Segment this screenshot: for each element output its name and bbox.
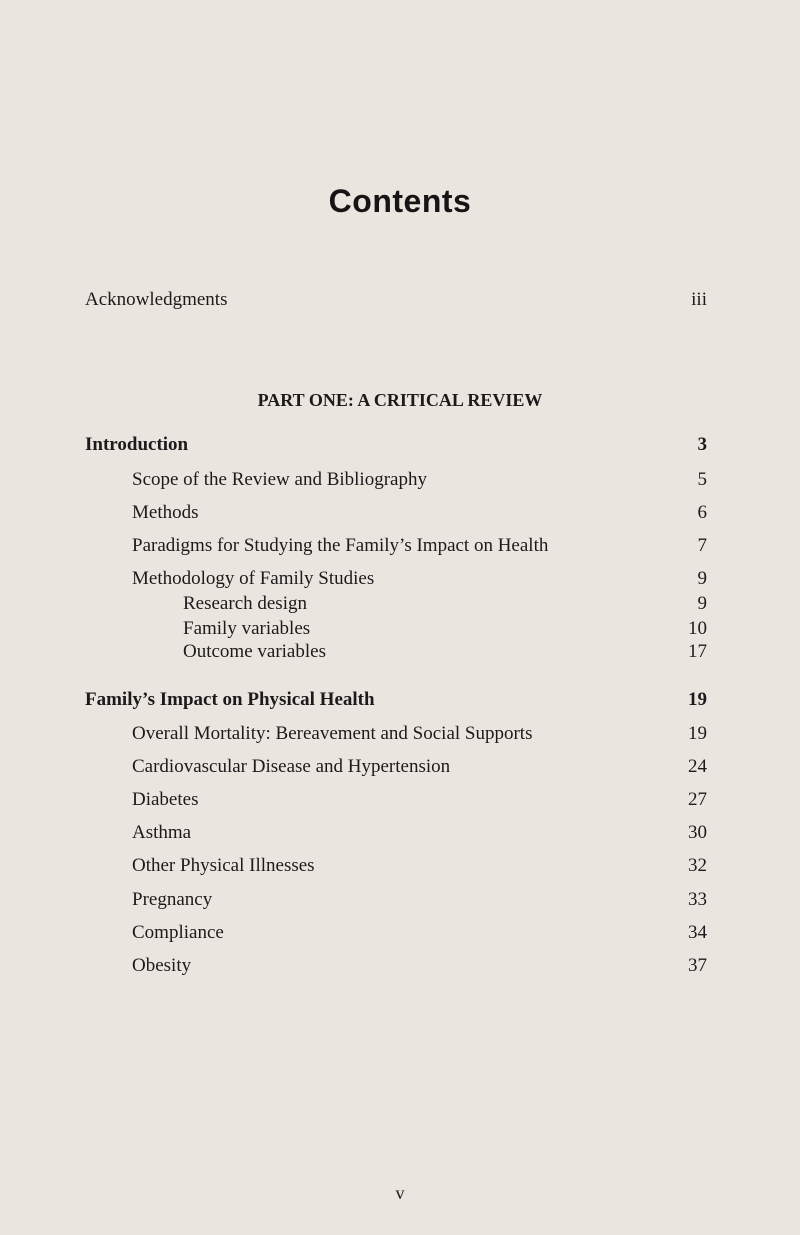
- toc-entry-label: Other Physical Illnesses: [132, 855, 315, 876]
- toc-entry-page: 10: [688, 618, 707, 639]
- toc-entry-page: 27: [688, 789, 707, 810]
- toc-entry-label: Research design: [183, 593, 307, 614]
- toc-entry-page: iii: [691, 289, 707, 310]
- toc-entry-label: Obesity: [132, 955, 192, 976]
- toc-entry-label: Asthma: [132, 822, 192, 843]
- toc-entry[interactable]: [0, 431, 800, 459]
- page-number: v: [395, 1183, 405, 1203]
- toc-entry-label: Introduction: [85, 434, 189, 455]
- toc-entry[interactable]: [0, 919, 800, 947]
- toc-entry[interactable]: [0, 819, 800, 847]
- toc-entry-page: 24: [688, 756, 707, 777]
- toc-entry-page: 19: [688, 723, 707, 744]
- toc-entry-page: 6: [697, 502, 707, 523]
- toc-entry-label: Outcome variables: [183, 641, 326, 662]
- toc-entry-page: 9: [697, 568, 707, 589]
- toc-entry[interactable]: [0, 638, 800, 666]
- toc-entry[interactable]: [0, 786, 800, 814]
- toc-entry-label: Family variables: [183, 618, 311, 639]
- toc-entry[interactable]: [0, 499, 800, 527]
- toc-entry-label: Methods: [132, 502, 199, 523]
- toc-entry[interactable]: [0, 686, 800, 714]
- toc-entry-label: Family’s Impact on Physical Health: [85, 689, 375, 710]
- toc-entry-page: 3: [697, 434, 707, 455]
- toc-entry-page: 17: [688, 641, 707, 662]
- toc-entry[interactable]: [0, 466, 800, 494]
- toc-entry[interactable]: [0, 886, 800, 914]
- toc-entry-label: Compliance: [132, 922, 224, 943]
- toc-entry[interactable]: [0, 753, 800, 781]
- part-heading: PART ONE: A CRITICAL REVIEW: [257, 390, 543, 410]
- toc-entry-page: 32: [688, 855, 707, 876]
- page-title: Contents: [328, 183, 472, 219]
- toc-entry-page: 37: [688, 955, 707, 976]
- toc-entry-page: 30: [688, 822, 707, 843]
- toc-entry-label: Acknowledgments: [85, 289, 228, 310]
- toc-entry[interactable]: [0, 532, 800, 560]
- toc-entry-acknowledgments[interactable]: [0, 286, 800, 314]
- toc-entry-label: Methodology of Family Studies: [132, 568, 375, 589]
- toc-entry-page: 5: [697, 469, 707, 490]
- toc-entry[interactable]: [0, 852, 800, 880]
- toc-entry[interactable]: [0, 565, 800, 593]
- toc-entry-label: Diabetes: [132, 789, 199, 810]
- toc-entry[interactable]: [0, 952, 800, 980]
- toc-entry-label: Overall Mortality: Bereavement and Social Supports: [132, 723, 533, 744]
- toc-entry-page: 34: [688, 922, 707, 943]
- toc-entry-page: 19: [688, 689, 707, 710]
- toc-entry-label: Paradigms for Studying the Family’s Impact on Health: [132, 535, 549, 556]
- toc-entry-label: Pregnancy: [132, 889, 213, 910]
- toc-entry[interactable]: [0, 720, 800, 748]
- toc-entry-label: Scope of the Review and Bibliography: [132, 469, 427, 490]
- toc-entry-page: 9: [697, 593, 707, 614]
- toc-entry-page: 33: [688, 889, 707, 910]
- toc-entry-label: Cardiovascular Disease and Hypertension: [132, 756, 451, 777]
- toc-entry[interactable]: [0, 590, 800, 618]
- toc-entry-page: 7: [697, 535, 707, 556]
